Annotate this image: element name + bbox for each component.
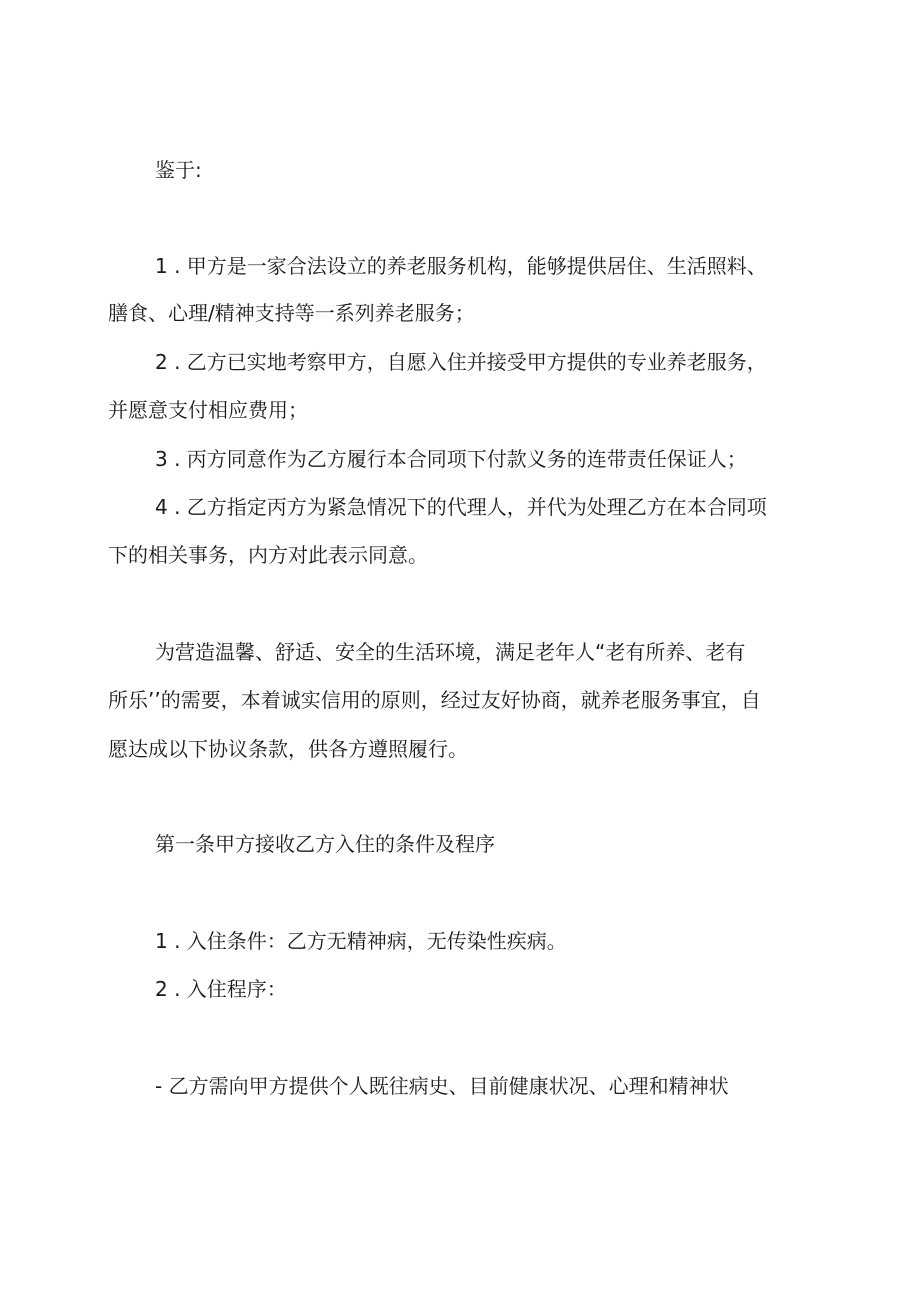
purpose-line-2: 所乐’’的需要，本着诚实信用的原则，经过友好协商，就养老服务事宜，自 <box>108 688 761 712</box>
recital-1-line-2: 膳食、心理/精神支持等一系列养老服务； <box>108 301 475 325</box>
purpose-line-1: 为营造温馨、舒适、安全的生活环境，满足老年人“老有所养、老有 <box>155 640 746 664</box>
purpose-line-3: 愿达成以下协议条款，供各方遵照履行。 <box>108 737 468 761</box>
intro-heading: 鉴于: <box>155 158 202 182</box>
recital-3-line-1: 3 . 丙方同意作为乙方履行本合同项下付款义务的连带责任保证人； <box>155 447 747 471</box>
recital-2-line-1: 2 . 乙方已实地考察甲方，自愿入住并接受甲方提供的专业养老服务， <box>155 350 767 374</box>
recital-4-line-1: 4 . 乙方指定丙方为紧急情况下的代理人，并代为处理乙方在本合同项 <box>155 495 767 519</box>
recital-2-line-2: 并愿意支付相应费用； <box>108 398 308 422</box>
article-1-sub-item: - 乙方需向甲方提供个人既往病史、目前健康状况、心理和精神状 <box>155 1074 729 1098</box>
article-1-title: 第一条甲方接收乙方入住的条件及程序 <box>155 832 495 856</box>
article-1-item-2: 2 . 入住程序： <box>155 977 287 1001</box>
recital-1-line-1: 1 . 甲方是一家合法设立的养老服务机构，能够提供居住、生活照料、 <box>155 254 767 278</box>
recital-4-line-2: 下的相关事务，内方对此表示同意。 <box>108 543 428 567</box>
article-1-item-1: 1 . 入住条件：乙方无精神病，无传染性疾病。 <box>155 929 567 953</box>
